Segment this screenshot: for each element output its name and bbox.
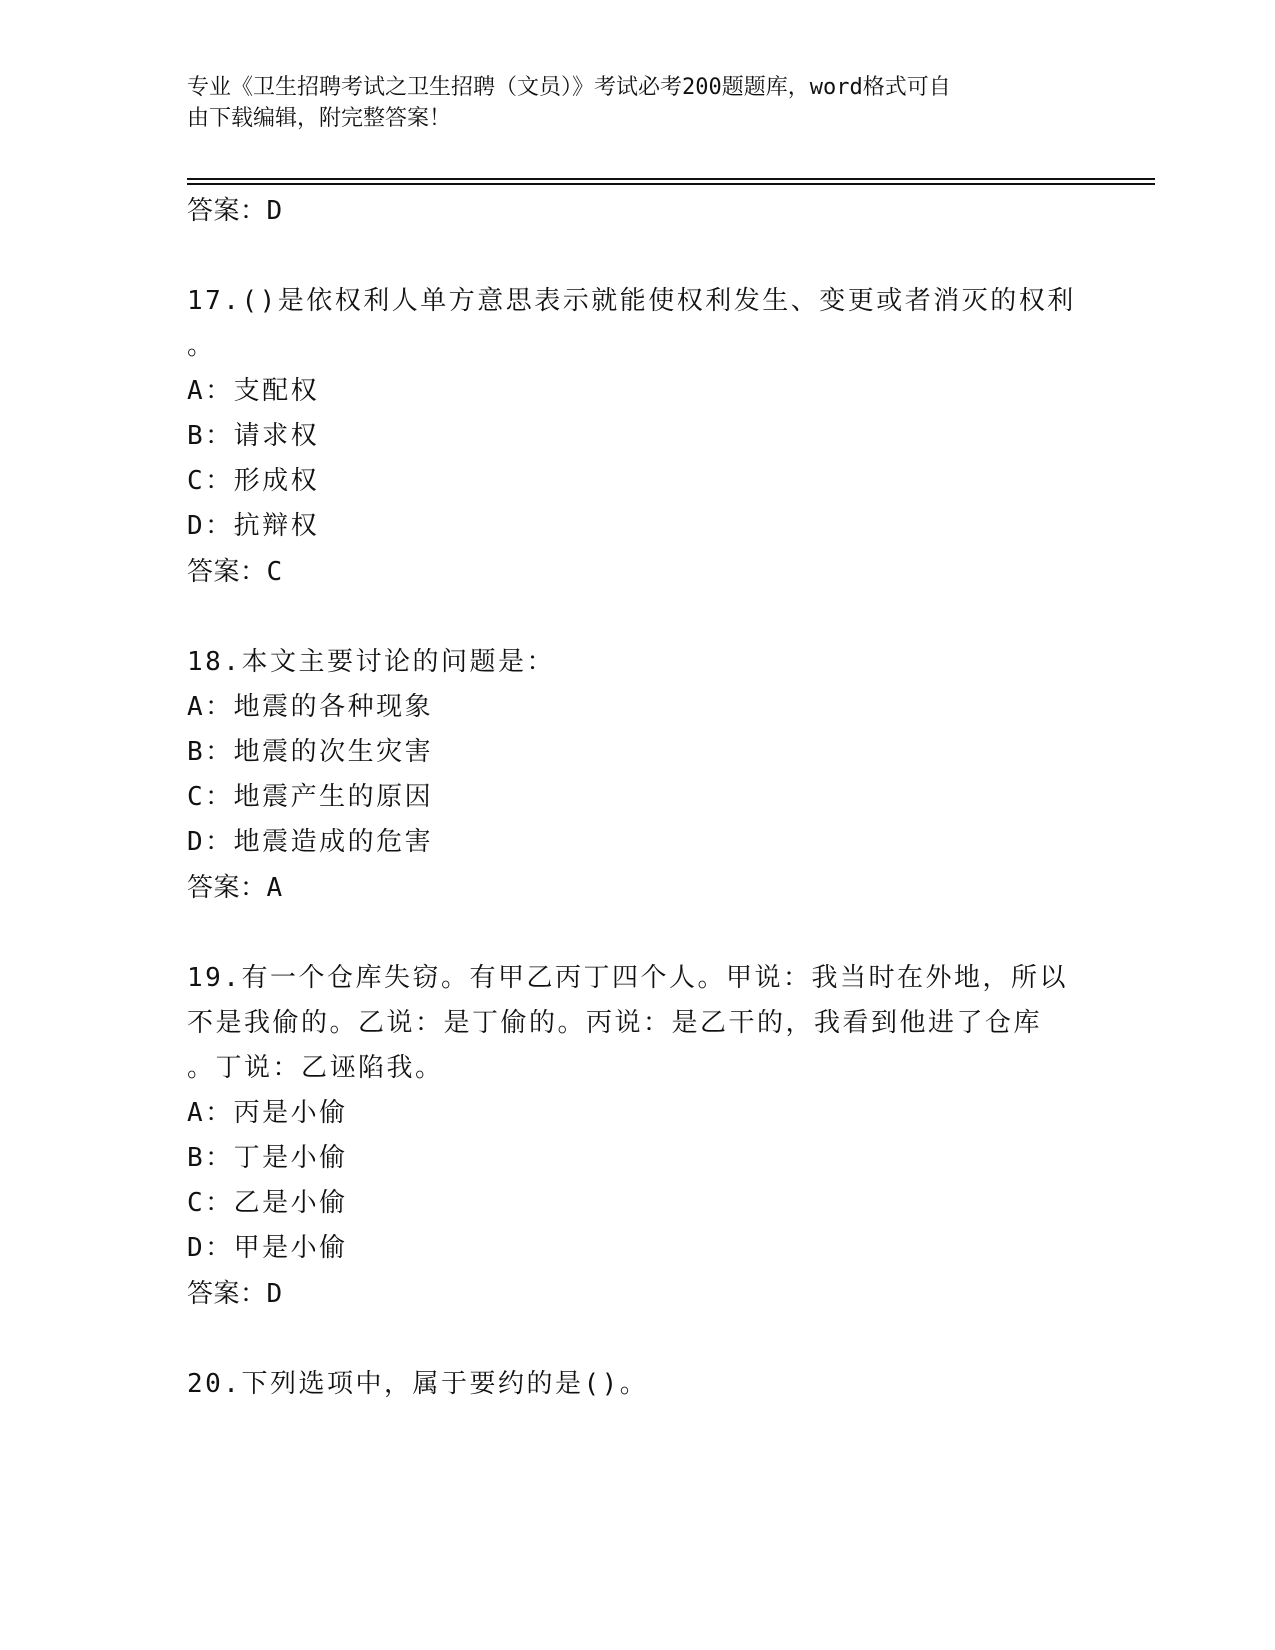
option-d: D：抗辩权 <box>187 511 320 541</box>
option-b: B：丁是小偷 <box>187 1143 348 1173</box>
question-19 <box>187 956 1107 1271</box>
question-stem: 。 <box>187 331 216 361</box>
option-b: B：地震的次生灾害 <box>187 737 434 767</box>
option-d: D：甲是小偷 <box>187 1233 348 1263</box>
question-20 <box>187 1362 1107 1407</box>
option-a: A：丙是小偷 <box>187 1098 348 1128</box>
question-stem: 。丁说：乙诬陷我。 <box>187 1053 444 1083</box>
header-rule-top <box>187 178 1155 180</box>
header-line: 由下载编辑，附完整答案！ <box>187 106 452 131</box>
answer-18: 答案：A <box>187 873 283 903</box>
question-stem: 20.下列选项中，属于要约的是()。 <box>187 1369 649 1399</box>
option-c: C：地震产生的原因 <box>187 782 434 812</box>
question-18 <box>187 640 1107 865</box>
option-c: C：形成权 <box>187 466 320 496</box>
header-rule-bottom <box>187 183 1155 185</box>
option-d: D：地震造成的危害 <box>187 827 434 857</box>
question-stem: 18.本文主要讨论的问题是： <box>187 647 555 677</box>
question-17 <box>187 279 1107 549</box>
question-list <box>187 188 1107 1407</box>
answer-17: 答案：C <box>187 557 283 587</box>
answer-19: 答案：D <box>187 1279 283 1309</box>
option-a: A：支配权 <box>187 376 320 406</box>
question-stem: 17.()是依权利人单方意思表示就能使权利发生、变更或者消灭的权利 <box>187 286 1076 316</box>
option-c: C：乙是小偷 <box>187 1188 348 1218</box>
option-b: B：请求权 <box>187 421 320 451</box>
answer-16: 答案：D <box>187 196 283 226</box>
header-line: 专业《卫生招聘考试之卫生招聘（文员）》考试必考200题题库，word格式可自 <box>187 75 951 100</box>
question-stem: 19.有一个仓库失窃。有甲乙丙丁四个人。甲说：我当时在外地，所以 <box>187 963 1068 993</box>
question-stem: 不是我偷的。乙说：是丁偷的。丙说：是乙干的，我看到他进了仓库 <box>187 1008 1043 1038</box>
page-header <box>187 72 1067 134</box>
option-a: A：地震的各种现象 <box>187 692 434 722</box>
